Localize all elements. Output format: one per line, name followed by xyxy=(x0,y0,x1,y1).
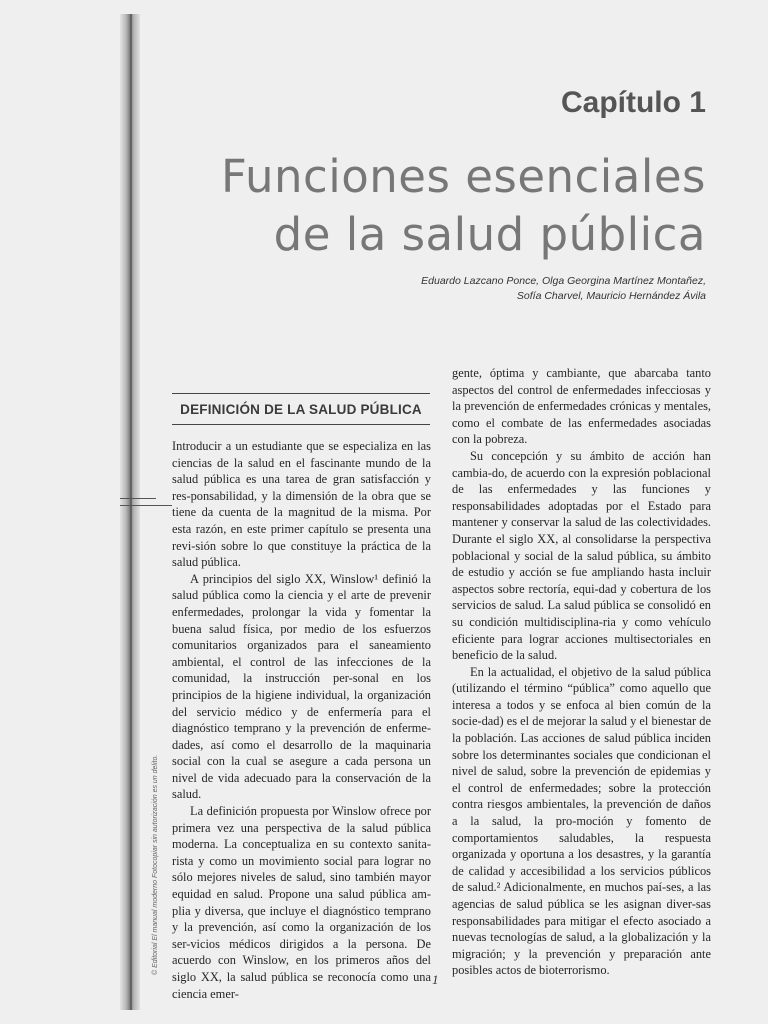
copyright-notice: © Editorial El manual moderno Fotocopiar sin autorización es un delito. xyxy=(152,754,159,975)
scan-line-mark xyxy=(120,505,172,506)
chapter-title-line: de la salud pública xyxy=(273,208,706,261)
paragraph: En la actualidad, el objetivo de la salud pública (utilizando el término “pública” como aquello que interesa a todos y se enfoca al bien común de la socie-dad) es el de mejorar la salud y el bienestar de la población. Las acciones de salud pública inciden sobre los determinantes sociales que condicionan el nivel de salud, sobre la prevención de epidemias y el control de enfermedades; sobre la protección contra riesgos ambientales, la prevención de daños a la salud, la pro-moción y fomento de comportamientos saludables, la respuesta organizada y oportuna a los desastres, y la garantía de calidad y accesibilidad a los servicios públicos de salud.² Adicionalmente, en muchos paí-ses, a las agencias de salud pública se les asignan diver-sas responsabilidades para mitigar el efecto asociado a nuevas tecnologías de salud, a la globalización y la migración; y la prevención y preparación ante posibles actos de bioterrorismo. xyxy=(452,664,711,978)
authors-line: Sofía Charvel, Mauricio Hernández Ávila xyxy=(516,290,706,302)
book-gutter-line xyxy=(130,14,132,1010)
page-number: 1 xyxy=(432,972,439,987)
chapter-title-line: Funciones esenciales xyxy=(221,150,706,203)
authors-line: Eduardo Lazcano Ponce, Olga Georgina Martínez Montañez, xyxy=(421,275,706,287)
paragraph: A principios del siglo XX, Winslow¹ definió la salud pública como la ciencia y el arte de prevenir enfermedades, prolongar la vida y fomentar la buena salud física, por medio de los esfuerzos comunitarios organizados para el saneamiento ambiental, el control de las infecciones de la comunidad, la instrucción per-sonal en los principios de la higiene individual, la organización del servicio médico y de enfermería para el diagnóstico temprano y la prevención de enferme-dades, así como el desarrollo de la maquinaria social con la cual se asegure a cada persona un nivel de vida adecuado para la conservación de la salud. xyxy=(172,571,431,802)
section-heading: DEFINICIÓN DE LA SALUD PÚBLICA xyxy=(180,401,422,417)
paragraph: La definición propuesta por Winslow ofrece por primera vez una perspectiva de la salud pública moderna. La conceptualiza en su contexto sanita-rista y como un movimiento social para lograr no sólo mejores niveles de salud, sino también mayor equidad en salud. Propone una salud pública am-plia y diversa, que incluye el diagnóstico temprano y la prevención, así como la organización de los ser-vicios médicos dirigidos a la persona. De acuerdo con Winslow, en los primeros años del siglo XX, la salud pública se reconocía como una ciencia emer- xyxy=(172,804,431,1001)
chapter-label: Capítulo 1 xyxy=(560,86,706,119)
chapter-authors xyxy=(421,274,706,304)
section-heading-box xyxy=(172,393,430,425)
paragraph: gente, óptima y cambiante, que abarcaba tanto aspectos del control de enfermedades infecciosas y la prevención de enfermedades crónicas y mentales, como el combate de las enfermedades asociadas con la pobreza. xyxy=(452,366,711,447)
chapter-title xyxy=(221,148,706,264)
right-text-column xyxy=(452,365,711,979)
paragraph: Su concepción y su ámbito de acción han cambia-do, de acuerdo con la expresión poblacional de las enfermedades y las funciones y responsabilidades adoptadas por el Estado para mantener y conservar la salud de las colectividades. Durante el siglo XX, al consolidarse la perspectiva poblacional y social de la salud pública, su ámbito de estudio y acción se fue ampliando hasta incluir aspectos sobre rectoría, equi-dad y cobertura de los servicios de salud. La salud pública se consolidó en su condición multidisciplina-ria y como vehículo eficiente para lograr acciones multisectoriales en beneficio de la salud. xyxy=(452,448,711,663)
left-text-column xyxy=(172,438,431,1002)
paragraph: Introducir a un estudiante que se especializa en las ciencias de la salud en el fascinante mundo de la salud pública es una tarea de gran satisfacción y res-ponsabilidad, y la dimensión de la obra que se tiene da cuenta de la magnitud de la misma. Por esta razón, en este primer capítulo se presenta una revi-sión sobre lo que constituye la práctica de la salud pública. xyxy=(172,439,431,570)
scan-line-mark xyxy=(120,498,156,499)
